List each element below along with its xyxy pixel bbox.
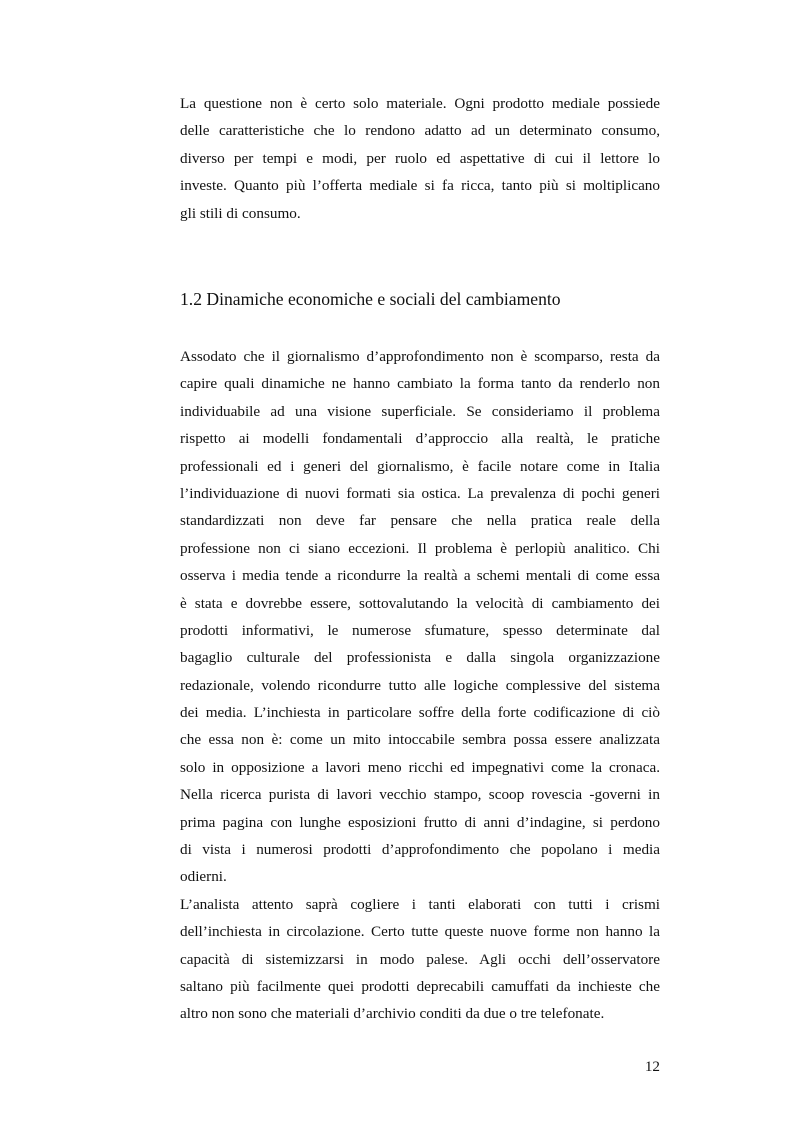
paragraph-line: di vista i numerosi prodotti d’approfondimento che popolano i media [180, 841, 660, 859]
paragraph-line: standardizzati non deve far pensare che nella pratica reale della [180, 512, 660, 530]
paragraph-line: Assodato che il giornalismo d’approfondimento non è scomparso, resta da [180, 348, 660, 365]
paragraph-line: delle caratteristiche che lo rendono adatto ad un determinato consumo, [180, 122, 660, 140]
paragraph-line: altro non sono che materiali d’archivio conditi da due o tre telefonate. [180, 1005, 605, 1023]
paragraph-line: che essa non è: come un mito intoccabile sembra possa essere analizzata [180, 731, 660, 749]
paragraph-line: La questione non è certo solo materiale. Ogni prodotto mediale possiede [180, 95, 660, 112]
paragraph-line: gli stili di consumo. [180, 204, 301, 222]
page-number: 12 [644, 1058, 660, 1075]
paragraph-line: è stata e dovrebbe essere, sottovalutando la velocità di cambiamento dei [180, 594, 660, 612]
paragraph-line: osserva i media tende a ricondurre la realtà a schemi mentali di come essa [180, 567, 660, 585]
paragraph-line: Nella ricerca purista di lavori vecchio stampo, scoop rovescia -governi in [180, 786, 660, 804]
paragraph-line: dell’inchiesta in circolazione. Certo tutte queste nuove forme non hanno la [180, 923, 660, 941]
paragraph-line: redazionale, volendo ricondurre tutto alle logiche complessive del sistema [180, 676, 660, 694]
paragraph-line: rispetto ai modelli fondamentali d’approccio alla realtà, le pratiche [180, 430, 660, 448]
paragraph-line: capire quali dinamiche ne hanno cambiato la forma tanto da renderlo non [180, 375, 660, 393]
intro-paragraph [180, 90, 660, 227]
paragraph-line: investe. Quanto più l’offerta mediale si fa ricca, tanto più si moltiplicano [180, 177, 660, 195]
paragraph-line: saltano più facilmente quei prodotti deprecabili camuffati da inchieste che [180, 977, 660, 995]
paragraph-line: capacità di sistemizzarsi in modo palese. Agli occhi dell’osservatore [180, 950, 660, 968]
section-heading: 1.2 Dinamiche economiche e sociali del cambiamento [180, 289, 561, 309]
paragraph-line: diverso per tempi e modi, per ruolo ed aspettative di cui il lettore lo [180, 149, 660, 167]
paragraph-line: l’individuazione di nuovi formati sia ostica. La prevalenza di pochi generi [180, 484, 660, 502]
paragraph-line: dei media. L’inchiesta in particolare soffre della forte codificazione di ciò [180, 704, 660, 722]
paragraph-line: solo in opposizione a lavori meno ricchi ed impegnativi come la cronaca. [180, 758, 660, 776]
paragraph-line: prodotti informativi, le numerose sfumature, spesso determinate dal [180, 621, 660, 639]
paragraph-line: professione non ci siano eccezioni. Il problema è perlopiù analitico. Chi [180, 539, 660, 557]
paragraph-line: L’analista attento saprà cogliere i tanti elaborati con tutti i crismi [180, 895, 660, 913]
paragraph-line: prima pagina con lunghe esposizioni frutto di anni d’indagine, si perdono [180, 813, 660, 831]
paragraph-line: odierni. [180, 868, 227, 886]
paragraph-line: individuabile ad una visione superficiale. Se consideriamo il problema [180, 402, 660, 420]
paragraph-line: professionali ed i generi del giornalismo, è facile notare come in Italia [180, 457, 660, 475]
main-paragraph [180, 343, 660, 1028]
paragraph-line: bagaglio culturale del professionista e dalla singola organizzazione [180, 649, 660, 667]
